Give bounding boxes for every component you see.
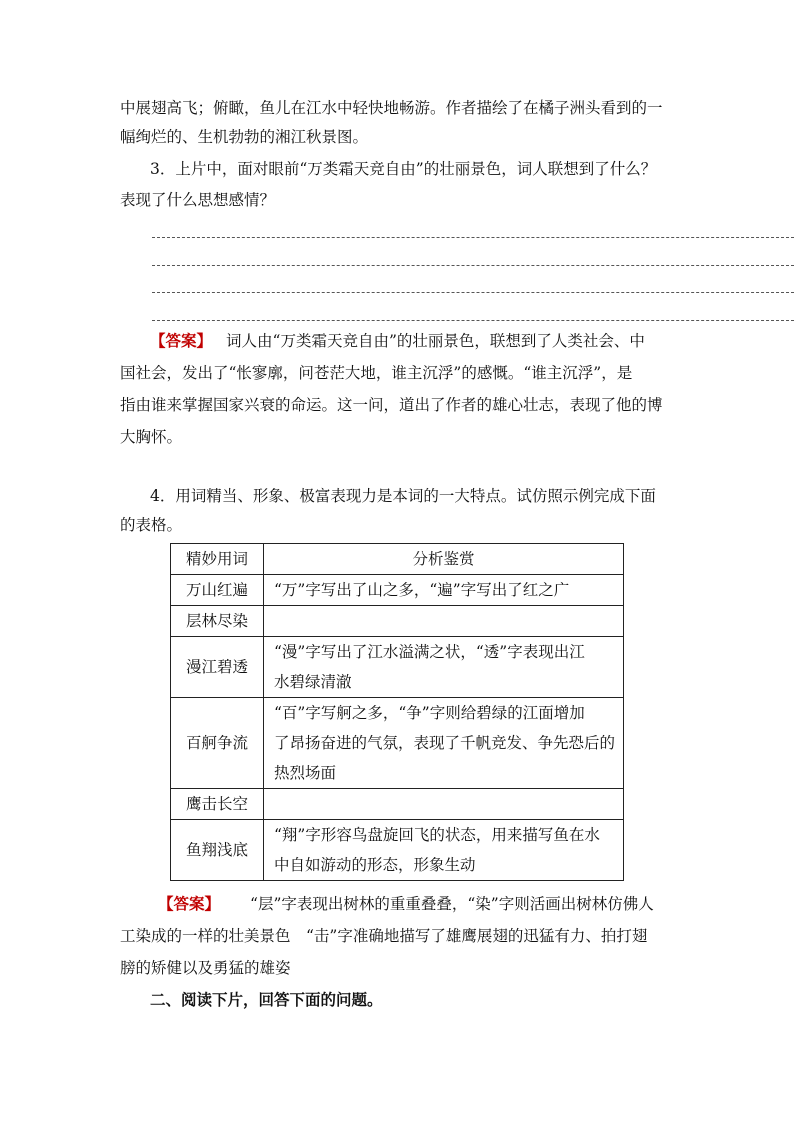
table-header-row (171, 544, 624, 575)
row-analysis (264, 575, 624, 606)
question-3-line-2: 表现了什么思想感情？ (120, 191, 276, 209)
analysis-line: “翔”字形容鸟盘旋回飞的状态，用来描写鱼在水 (274, 826, 600, 844)
table-row (171, 575, 624, 606)
header-word: 精妙用词 (171, 544, 264, 575)
analysis-line: “漫”字写出了江水溢满之状，“透”字表现出江 (274, 643, 585, 661)
row-word: 漫江碧透 (171, 637, 264, 698)
analysis-line: 了昂扬奋进的气氛，表现了千帆竞发、争先恐后的 (274, 734, 616, 752)
question-3-line-1: 3．上片中，面对眼前“万类霜天竞自由”的壮丽景色，词人联想到了什么？ (150, 160, 657, 178)
question-4-line-1: 4．用词精当、形象、极富表现力是本词的一大特点。试仿照示例完成下面 (150, 487, 656, 505)
analysis-line: “万”字写出了山之多，“遍”字写出了红之广 (274, 581, 570, 599)
analysis-line: 水碧绿清澈 (274, 673, 352, 691)
table-row (171, 820, 624, 881)
row-analysis-blank[interactable] (264, 789, 624, 820)
answer-blank-line-3[interactable] (152, 292, 794, 293)
answer-3-tag: 【答案】 (150, 331, 213, 350)
row-analysis (264, 637, 624, 698)
table-row (171, 606, 624, 637)
answer-4-line-2: 工染成的一样的壮美景色 “击”字准确地描写了雄鹰展翅的迅猛有力、拍打翅 (120, 927, 648, 945)
analysis-line (274, 789, 617, 819)
table-row (171, 637, 624, 698)
row-word: 万山红遍 (171, 575, 264, 606)
answer-3-line-2: 国社会，发出了“怅寥廓，问苍茫大地，谁主沉浮”的感慨。“谁主沉浮”，是 (120, 364, 633, 382)
table-row (171, 698, 624, 789)
answer-4-text-1: “层”字表现出树林的重重叠叠，“染”字则活画出树林仿佛人 (250, 895, 654, 913)
question-4-line-2: 的表格。 (120, 516, 183, 534)
answer-4-line-1 (158, 894, 718, 914)
analysis-line: “百”字写舸之多，“争”字则给碧绿的江面增加 (274, 704, 585, 722)
row-word: 鹰击长空 (171, 789, 264, 820)
answer-4-tag: 【答案】 (158, 894, 221, 913)
intro-line-2: 幅绚烂的、生机勃勃的湘江秋景图。 (120, 128, 369, 146)
section-2-title: 二、阅读下片，回答下面的问题。 (150, 990, 383, 1009)
answer-3-text-1: 词人由“万类霜天竞自由”的壮丽景色，联想到了人类社会、中 (226, 332, 645, 350)
answer-3-line-3: 指由谁来掌握国家兴衰的命运。这一问，道出了作者的雄心壮志，表现了他的博 (120, 396, 663, 414)
analysis-line: 中自如游动的形态，形象生动 (274, 856, 476, 874)
row-word: 鱼翔浅底 (171, 820, 264, 881)
answer-blank-line-1[interactable] (152, 237, 794, 238)
answer-3-line-4: 大胸怀。 (120, 428, 183, 446)
answer-3-line-1 (150, 331, 710, 351)
answer-blank-line-2[interactable] (152, 265, 794, 266)
answer-blank-line-4[interactable] (152, 320, 794, 321)
table-row (171, 789, 624, 820)
row-word: 层林尽染 (171, 606, 264, 637)
row-analysis-blank[interactable] (264, 606, 624, 637)
answer-4-line-3: 膀的矫健以及勇猛的雄姿 (120, 959, 291, 977)
row-analysis (264, 698, 624, 789)
row-word: 百舸争流 (171, 698, 264, 789)
row-analysis (264, 820, 624, 881)
header-analysis: 分析鉴赏 (264, 544, 624, 575)
intro-line-1: 中展翅高飞；俯瞰，鱼儿在江水中轻快地畅游。作者描绘了在橘子洲头看到的一 (120, 99, 663, 117)
word-analysis-table (170, 543, 624, 881)
analysis-line (274, 606, 617, 636)
analysis-line: 热烈场面 (274, 764, 337, 782)
